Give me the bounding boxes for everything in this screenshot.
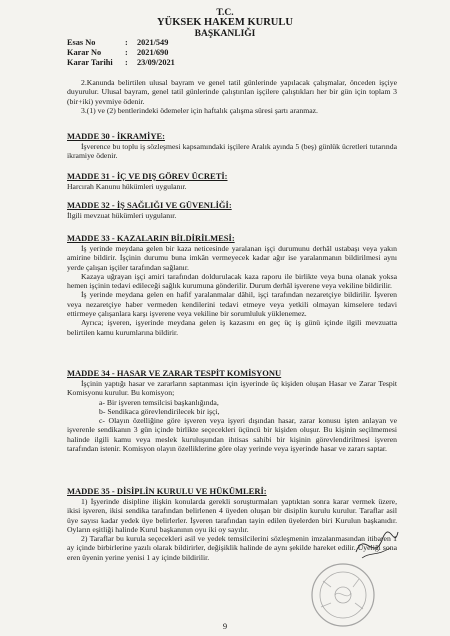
article-31 xyxy=(67,171,397,191)
article-34 xyxy=(67,368,397,453)
meta-karar xyxy=(67,48,168,58)
article-32-body: İlgili mevzuat hükümleri uygulanır. xyxy=(67,211,177,220)
article-33-paragraph-1: İş yerinde meydana gelen bir kaza neticesinde yaralanan işçi durumunu derhâl ustabaşı veya yakın amirine bildirir. İşçinin durumu buna imkân vermeyecek kadar ağır ise yaralanmanın bildirilmesi aynı yerde çalışan işçiler tarafından sağlanır. xyxy=(67,244,397,272)
article-31-title: MADDE 31 - İÇ VE DIŞ GÖREV ÜCRETİ: xyxy=(67,171,228,181)
article-33-paragraph-2: Kazaya uğrayan işçi amiri tarafından doldurulacak kaza raporu ile birlikte veya buna olanak yoksa hemen işçinin tedavi edileceği sağlık kurumuna gönderilir. Durum derhâl işverene veya vekiline bildirilir. xyxy=(67,271,397,291)
article-34-item-a: a- Bir işveren temsilcisi başkanlığında, xyxy=(99,397,219,407)
esas-value: 2021/549 xyxy=(137,38,169,47)
tarih-value: 23/09/2021 xyxy=(137,58,175,67)
article-32-title: MADDE 32 - İŞ SAĞLIĞI VE GÜVENLİĞİ: xyxy=(67,200,232,210)
article-30-body: İşverence bu toplu iş sözleşmesi kapsamındaki işçilere Aralık ayında 5 (beş) günlük ücretleri tutarında ikramiye ödenir. xyxy=(67,142,397,161)
karar-value: 2021/690 xyxy=(137,48,169,57)
tarih-label: Karar Tarihi xyxy=(67,58,113,67)
article-33 xyxy=(67,233,397,337)
meta-esas xyxy=(67,38,168,48)
intro-paragraph-1: 2.Kanunda belirtilen ulusal bayram ve genel tatil günlerinde yapılacak çalışmalar, önceden işçiye duyurulur. Ulusal bayram, genel tatil günlerinde çalıştırılan işçilere çalıştıkları her bir gün için toplam 3 (bir+iki) yevmiye ödenir. xyxy=(67,78,397,106)
tarih-sep: : xyxy=(125,58,128,67)
article-31-body: Harcırah Kanunu hükümleri uygulanır. xyxy=(67,182,187,191)
article-34-paragraph-1: İşçinin yaptığı hasar ve zararların saptanması için işyerinde üç kişiden oluşan Hasar ve Zarar Tespit Komisyonu kurulur. Bu komisyon; xyxy=(67,379,397,398)
header-org: YÜKSEK HAKEM KURULU xyxy=(157,17,293,28)
intro-paragraph-2: 3.(1) ve (2) bentlerindeki ödemeler için haftalık çalışma süresi şartı aranmaz. xyxy=(81,105,318,115)
article-33-title: MADDE 33 - KAZALARIN BİLDİRİLMESİ: xyxy=(67,233,235,243)
article-34-title: MADDE 34 - HASAR VE ZARAR TESPİT KOMİSYONU xyxy=(67,368,282,378)
intro-section xyxy=(67,78,397,115)
article-30 xyxy=(67,131,397,161)
karar-label: Karar No xyxy=(67,48,102,57)
official-seal-stamp xyxy=(309,561,377,629)
esas-sep: : xyxy=(125,38,128,47)
article-34-item-b: b- Sendikaca görevlendirilecek bir işçi, xyxy=(99,406,220,416)
article-33-paragraph-4: Ayrıca; işveren, işyerinde meydana gelen iş kazasını en geç üç iş günü içinde ilgili mevzuatta belirtilen kamu kurumlarına bildirir. xyxy=(67,318,397,337)
article-30-title: MADDE 30 - İKRAMİYE: xyxy=(67,131,165,141)
article-34-item-c: c- Olayın özelliğine göre işveren veya işyeri dışından hasar, zarar konusu işten anlayan ve işverenle sendikanın 3 gün içinde birlikte seçecekleri üçüncü bir kişiden oluşur. Bu kişinin seçilmemesi halinde ilgili kamu veya meslek kuruluşundan ihtisas sahibi bir kişinin görevlendirilmesi işveren tarafından istenir. Komisyon olayın özelliklerine göre olay yerinde veya işyerinde hasar ve zararı saptar. xyxy=(67,416,397,454)
article-33-paragraph-3: İş yerinde meydana gelen en hafif yaralanmalar dâhil, işçi tarafından nezaretçiye bildirilir. İşveren veya nezaretçiye haber vermeden kendilerini tedavi etmeye veya yetkili olmayan kimselere tedavi ettirmeye çalışanlara karşı işverene veya vekiline bir sorumluluk yüklenemez. xyxy=(67,290,397,319)
meta-tarih xyxy=(67,58,175,68)
esas-label: Esas No xyxy=(67,38,96,47)
article-35 xyxy=(67,486,397,562)
karar-sep: : xyxy=(125,48,128,57)
page-number: 9 xyxy=(222,621,228,631)
header-tc: T.C. xyxy=(216,8,234,18)
header-dept: BAŞKANLIĞI xyxy=(194,29,256,39)
article-35-title: MADDE 35 - DİSİPLİN KURULU VE HÜKÜMLERİ: xyxy=(67,486,267,496)
article-35-paragraph-1: 1) İşyerinde disipline ilişkin konularda gerekli soruşturmaları yaptıktan sonra karar vermek üzere, ikisi işveren, ikisi sendika tarafından belirlenen 4 üyeden oluşan bir disiplin kurulu kurulur. Taraflar asil üye sayısı kadar yedek üye belirlerler. İşveren tarafından tayin edilen üyelerden biri Kurulun başkanıdır. Oyların eşitliği halinde Kurul başkanının oyu iki oy sayılır. xyxy=(67,497,397,534)
article-32 xyxy=(67,200,397,220)
article-35-paragraph-2: 2) Taraflar bu kurula seçecekleri asil ve yedek temsilcilerini sözleşmenin imzalanmasından itibaren 1 ay içinde birbirlerine yazılı olarak bildirirler, değişiklik halinde de aynı şekilde hareket edilir. Üyeliği sona eren üyenin yerine yenisi 1 ay içinde bildirilir. xyxy=(67,534,397,562)
